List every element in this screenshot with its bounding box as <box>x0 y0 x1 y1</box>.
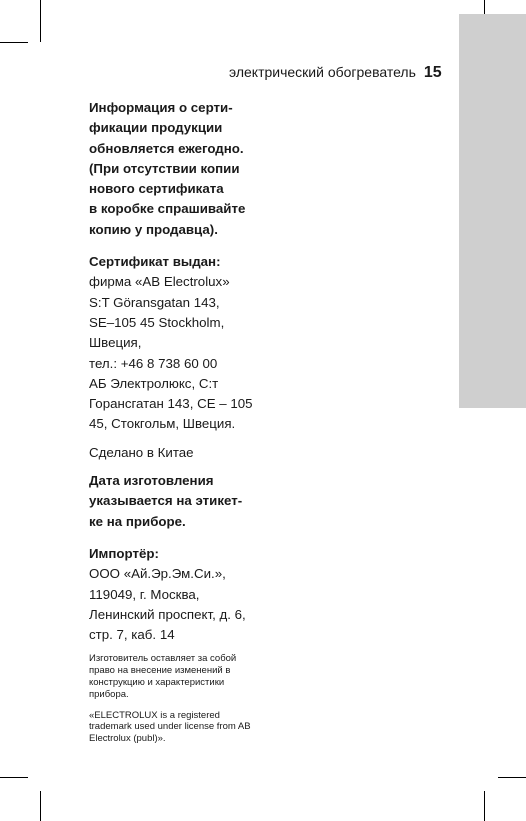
page-number: 15 <box>423 64 442 81</box>
header-title: электрический обогреватель <box>229 64 416 80</box>
certificate-heading: Сертификат выдан: <box>89 254 221 270</box>
crop-mark <box>40 791 41 821</box>
crop-mark <box>40 0 41 42</box>
page-header <box>229 64 442 82</box>
page-content <box>89 98 264 745</box>
crop-mark <box>0 777 28 778</box>
importer-section <box>89 544 264 645</box>
crop-mark <box>484 791 485 821</box>
crop-mark <box>498 777 526 778</box>
section-tab <box>459 14 526 408</box>
certification-note: Информация о серти- фикации продукции обновляется ежегодно. (При отсутствии копии нового сертификата в коробке спрашивайте копию у продавца). <box>89 100 246 237</box>
made-in: Сделано в Китае <box>89 444 194 460</box>
importer-heading: Импортёр: <box>89 545 159 561</box>
certificate-body: фирма «AB Electrolux» S:T Göransgatan 143, SE–105 45 Stockholm, Швеция, тел.: +46 8 738 60 00 АБ Электролюкс, С:т Горансгатан 143, СЕ – 105 45, Стокгольм, Швеция. <box>89 274 253 432</box>
manufacture-date-note: Дата изготовления указывается на этикет- ке на приборе. <box>89 473 243 529</box>
trademark-note: «ELECTROLUX is a registered trademark used under license from AB Electrolux (publ)». <box>89 709 251 745</box>
crop-mark <box>0 42 28 43</box>
rights-note: Изготовитель оставляет за собой право на внесение изменений в конструкцию и характеристики прибора. <box>89 653 237 700</box>
importer-body: ООО «Ай.Эр.Эм.Си.», 119049, г. Москва, Ленинский проспект, д. 6, стр. 7, каб. 14 <box>89 566 246 643</box>
certificate-section <box>89 252 264 435</box>
